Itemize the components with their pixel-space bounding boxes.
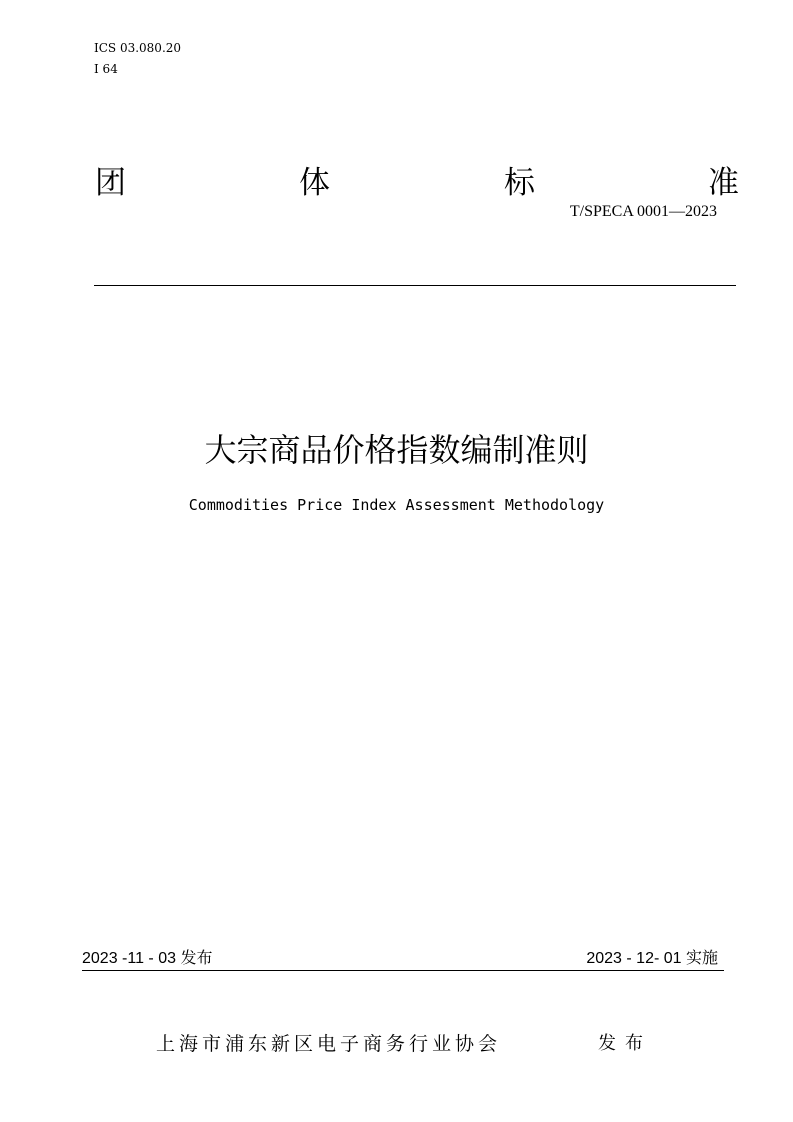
ccs-code: I 64 bbox=[94, 62, 118, 76]
publish-label: 发布 bbox=[598, 1033, 652, 1054]
footer-divider bbox=[82, 970, 724, 971]
standard-type-char: 准 bbox=[708, 165, 739, 201]
document-title-chinese: 大宗商品价格指数编制准则 bbox=[204, 431, 589, 469]
standard-number: T/SPECA 0001—2023 bbox=[569, 203, 717, 220]
standard-type-char: 体 bbox=[299, 165, 330, 201]
document-title-english: Commodities Price Index Assessment Methodology bbox=[188, 496, 605, 514]
header-divider bbox=[94, 285, 736, 286]
standard-type-char: 团 bbox=[95, 165, 126, 201]
issue-date: 2023 -11 - 03 发布 bbox=[82, 950, 213, 967]
implementation-date: 2023 - 12- 01 实施 bbox=[586, 950, 718, 967]
ics-code: ICS 03.080.20 bbox=[94, 41, 182, 55]
publisher-name: 上海市浦东新区电子商务行业协会 bbox=[156, 1033, 502, 1055]
standard-type-char: 标 bbox=[504, 165, 535, 201]
